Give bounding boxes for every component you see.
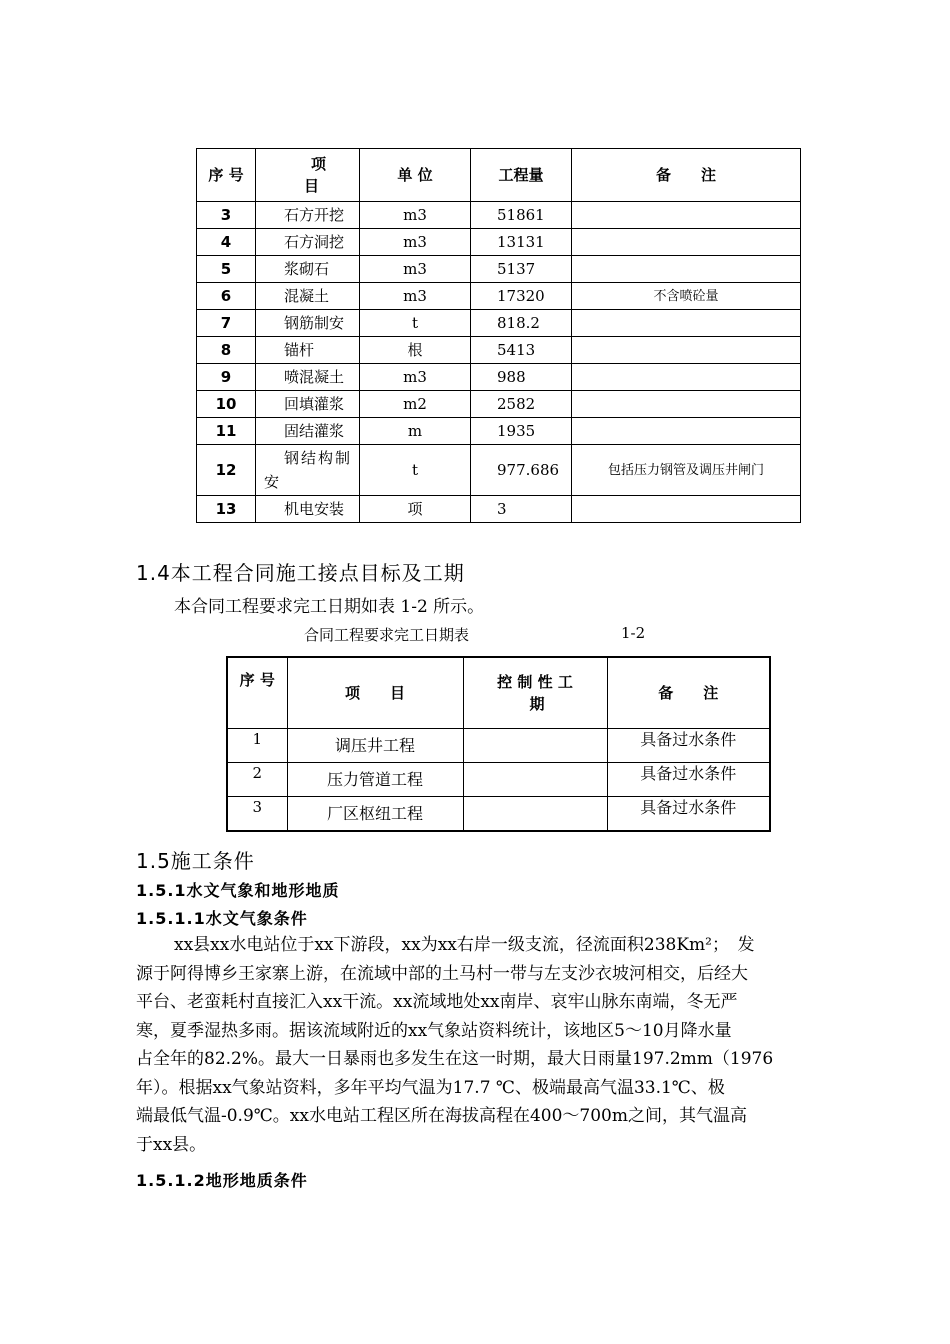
cell-qty: 818.2 bbox=[471, 310, 572, 337]
cell-unit: m bbox=[360, 418, 471, 445]
cell-qty: 5137 bbox=[471, 256, 572, 283]
cell-note: 具备过水条件 bbox=[607, 797, 770, 832]
table-row bbox=[197, 337, 801, 364]
table-header-row bbox=[227, 657, 770, 729]
cell-note: 具备过水条件 bbox=[607, 729, 770, 763]
header-period bbox=[463, 657, 607, 729]
cell-note: 具备过水条件 bbox=[607, 763, 770, 797]
cell-item: 混凝土 bbox=[256, 283, 360, 310]
table-row bbox=[197, 391, 801, 418]
table-header-row bbox=[197, 149, 801, 202]
cell-item: 石方开挖 bbox=[256, 202, 360, 229]
section-1-4-heading: 1.4本工程合同施工接点目标及工期 bbox=[136, 561, 465, 585]
cell-seq: 8 bbox=[197, 337, 256, 364]
cell-item-line2: 安 bbox=[264, 473, 280, 491]
header-item-top: 项 bbox=[310, 155, 326, 173]
cell-seq: 9 bbox=[197, 364, 256, 391]
table-row bbox=[197, 202, 801, 229]
cell-seq: 11 bbox=[197, 418, 256, 445]
table-caption: 合同工程要求完工日期表 bbox=[304, 626, 470, 644]
paragraph-line: 源于阿得博乡王家寨上游，在流域中部的土马村一带与左支沙衣坡河相交，后经大 bbox=[136, 963, 748, 984]
table-row bbox=[197, 445, 801, 496]
cell-item bbox=[256, 445, 360, 496]
section-1-4-intro: 本合同工程要求完工日期如表 1-2 所示。 bbox=[174, 597, 485, 617]
cell-qty: 51861 bbox=[471, 202, 572, 229]
table-row bbox=[197, 310, 801, 337]
header-item bbox=[256, 149, 360, 202]
cell-item: 锚杆 bbox=[256, 337, 360, 364]
paragraph-line: 寒，夏季湿热多雨。据该流域附近的xx气象站资料统计，该地区5～10月降水量 bbox=[136, 1020, 732, 1041]
paragraph-line: 占全年的82.2%。最大一日暴雨也多发生在这一时期，最大日雨量197.2mm（1976 bbox=[136, 1049, 774, 1069]
cell-item: 石方洞挖 bbox=[256, 229, 360, 256]
cell-note bbox=[572, 418, 801, 445]
cell-unit: m3 bbox=[360, 364, 471, 391]
cell-note bbox=[572, 229, 801, 256]
paragraph-line: 端最低气温-0.9℃。xx水电站工程区所在海拔高程在400～700m之间，其气温高 bbox=[136, 1106, 747, 1126]
table-number: 1-2 bbox=[621, 624, 646, 642]
cell-note bbox=[572, 310, 801, 337]
header-qty: 工程量 bbox=[471, 149, 572, 202]
hydrology-paragraph bbox=[136, 931, 860, 1159]
table-row bbox=[227, 797, 770, 832]
cell-qty: 5413 bbox=[471, 337, 572, 364]
table-row bbox=[197, 496, 801, 523]
cell-unit: t bbox=[360, 445, 471, 496]
table-row bbox=[197, 418, 801, 445]
quantities-table bbox=[196, 148, 801, 523]
cell-seq: 7 bbox=[197, 310, 256, 337]
cell-seq: 2 bbox=[227, 763, 287, 797]
cell-note bbox=[572, 391, 801, 418]
cell-seq: 3 bbox=[197, 202, 256, 229]
cell-item: 机电安装 bbox=[256, 496, 360, 523]
paragraph-line: 平台、老蛮耗村直接汇入xx干流。xx流域地处xx南岸、哀牢山脉东南端，冬无严 bbox=[136, 992, 738, 1012]
cell-period bbox=[463, 729, 607, 763]
header-unit: 单 位 bbox=[360, 149, 471, 202]
cell-seq: 5 bbox=[197, 256, 256, 283]
cell-unit: t bbox=[360, 310, 471, 337]
header-note: 备 注 bbox=[607, 657, 770, 729]
table-row bbox=[197, 283, 801, 310]
schedule-table bbox=[226, 656, 771, 832]
header-item: 项 目 bbox=[287, 657, 463, 729]
header-seq: 序 号 bbox=[227, 657, 287, 729]
header-period-top: 控 制 性 工 bbox=[497, 673, 573, 691]
cell-seq: 10 bbox=[197, 391, 256, 418]
cell-unit: 根 bbox=[360, 337, 471, 364]
table-row bbox=[197, 364, 801, 391]
cell-item: 压力管道工程 bbox=[287, 763, 463, 797]
table-row bbox=[227, 763, 770, 797]
cell-qty: 2582 bbox=[471, 391, 572, 418]
cell-period bbox=[463, 797, 607, 832]
cell-seq: 4 bbox=[197, 229, 256, 256]
cell-unit: m2 bbox=[360, 391, 471, 418]
cell-note: 不含喷砼量 bbox=[572, 283, 801, 310]
cell-note bbox=[572, 256, 801, 283]
cell-unit: m3 bbox=[360, 229, 471, 256]
cell-item: 回填灌浆 bbox=[256, 391, 360, 418]
cell-item: 喷混凝土 bbox=[256, 364, 360, 391]
cell-note bbox=[572, 337, 801, 364]
header-period-bottom: 期 bbox=[529, 695, 545, 713]
cell-seq: 3 bbox=[227, 797, 287, 832]
table-row bbox=[227, 729, 770, 763]
cell-qty: 977.686 bbox=[471, 445, 572, 496]
cell-seq: 6 bbox=[197, 283, 256, 310]
cell-item: 固结灌浆 bbox=[256, 418, 360, 445]
cell-qty: 3 bbox=[471, 496, 572, 523]
cell-note bbox=[572, 202, 801, 229]
section-1-5-1-heading: 1.5.1水文气象和地形地质 bbox=[136, 881, 340, 900]
cell-note: 包括压力钢管及调压井闸门 bbox=[572, 445, 801, 496]
cell-item: 调压井工程 bbox=[287, 729, 463, 763]
cell-seq: 13 bbox=[197, 496, 256, 523]
cell-unit: 项 bbox=[360, 496, 471, 523]
cell-seq: 1 bbox=[227, 729, 287, 763]
cell-item: 厂区枢纽工程 bbox=[287, 797, 463, 832]
section-1-5-1-1-heading: 1.5.1.1水文气象条件 bbox=[136, 909, 308, 928]
table-row bbox=[197, 256, 801, 283]
cell-item-line1: 钢结构制 bbox=[284, 449, 353, 467]
cell-qty: 17320 bbox=[471, 283, 572, 310]
cell-qty: 13131 bbox=[471, 229, 572, 256]
cell-unit: m3 bbox=[360, 283, 471, 310]
section-1-5-1-2-heading: 1.5.1.2地形地质条件 bbox=[136, 1171, 308, 1190]
header-note: 备 注 bbox=[572, 149, 801, 202]
table-row bbox=[197, 229, 801, 256]
cell-period bbox=[463, 763, 607, 797]
header-item-bottom: 目 bbox=[304, 177, 320, 195]
paragraph-line: xx县xx水电站位于xx下游段，xx为xx右岸一级支流，径流面积238Km²； 发 bbox=[174, 935, 755, 955]
paragraph-line: 年）。根据xx气象站资料，多年平均气温为17.7 ℃、极端最高气温33.1℃、极 bbox=[136, 1077, 725, 1098]
cell-seq: 12 bbox=[197, 445, 256, 496]
cell-note bbox=[572, 364, 801, 391]
cell-qty: 988 bbox=[471, 364, 572, 391]
section-1-5-heading: 1.5施工条件 bbox=[136, 849, 255, 873]
cell-unit: m3 bbox=[360, 256, 471, 283]
cell-item: 浆砌石 bbox=[256, 256, 360, 283]
cell-item: 钢筋制安 bbox=[256, 310, 360, 337]
header-seq: 序 号 bbox=[197, 149, 256, 202]
cell-note bbox=[572, 496, 801, 523]
paragraph-line: 于xx县。 bbox=[136, 1134, 207, 1155]
cell-unit: m3 bbox=[360, 202, 471, 229]
cell-qty: 1935 bbox=[471, 418, 572, 445]
